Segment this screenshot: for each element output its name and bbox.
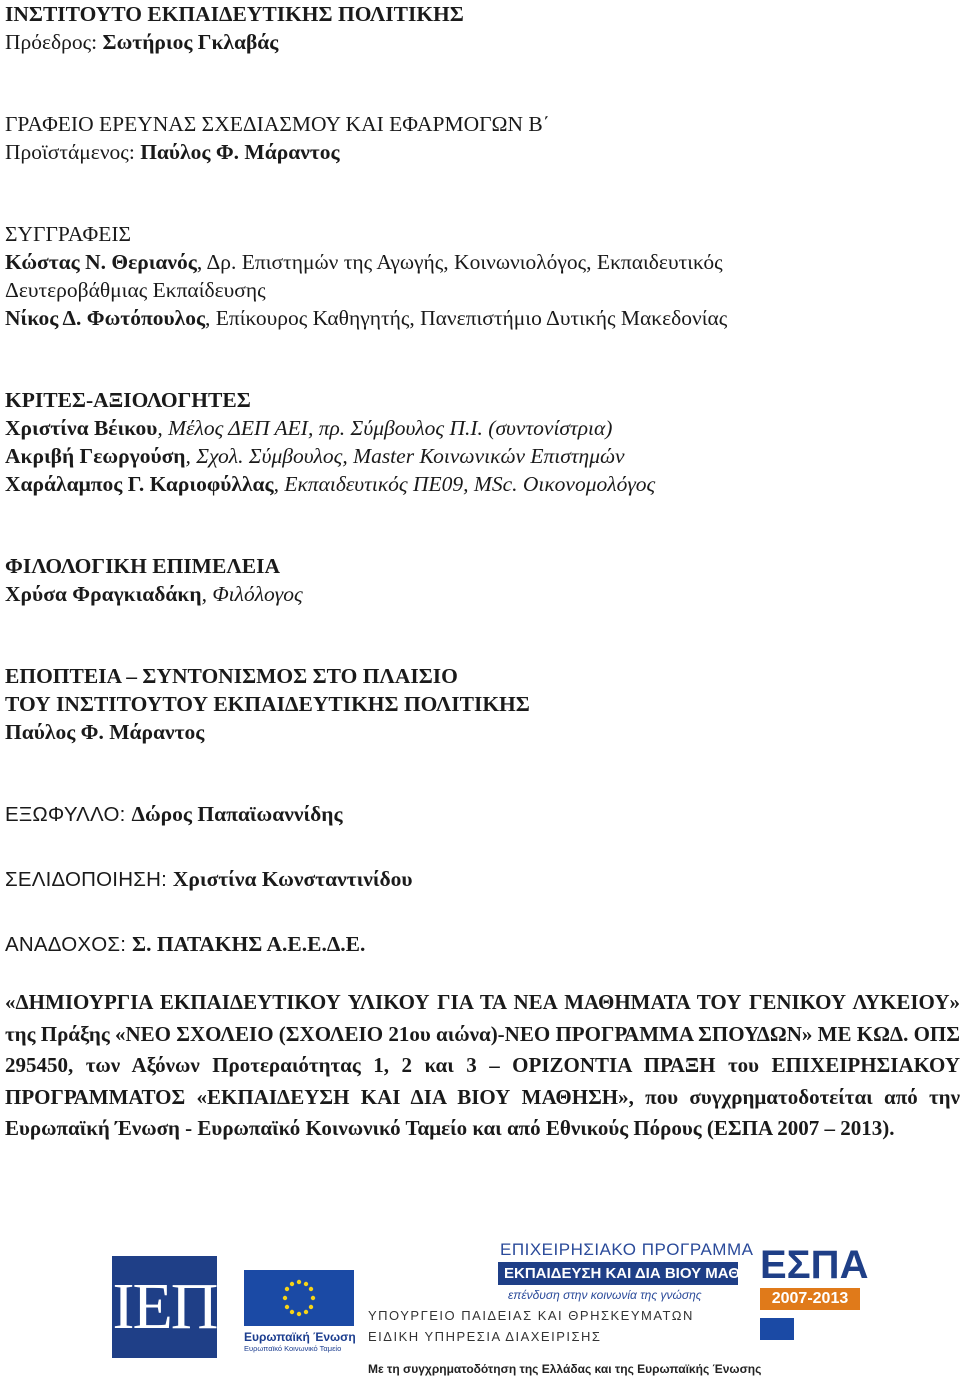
iep-logo-text: ΙΕΠ [112,1270,217,1343]
institute-president [5,28,957,56]
eu-stars-icon [244,1270,354,1326]
office-name: ΓΡΑΦΕΙΟ ΕΡΕΥΝΑΣ ΣΧΕΔΙΑΣΜΟΥ ΚΑΙ ΕΦΑΡΜΟΓΩΝ Β΄ [5,112,550,136]
reviewer-3-role: , Εκπαιδευτικός ΠΕ09, MSc. Οικονομολόγος [273,472,656,496]
contractor-name: Σ. ΠΑΤΑΚΗΣ Α.Ε.Ε.Δ.Ε. [132,932,366,956]
ep-tagline: επένδυση στην κοινωνία της γνώσης [508,1288,702,1302]
author-1-role-cont: Δευτεροβάθμιας Εκπαίδευσης [5,278,266,302]
espa-years: 2007-2013 [760,1288,860,1310]
eu-flag-icon [244,1270,354,1326]
supervisor-name: Παύλος Φ. Μάραντος [5,720,205,744]
reviewer-3 [5,470,957,498]
eu-fund: Ευρωπαϊκό Κοινωνικό Ταμείο [244,1344,342,1353]
layout-credit [5,865,957,894]
author-1-role: , Δρ. Επιστημών της Αγωγής, Κοινωνιολόγος, Εκπαιδευτικός [196,250,723,274]
head-name: Παύλος Φ. Μάραντος [140,140,340,164]
espa-word: ΕΣΠΑ [760,1243,869,1287]
contractor-credit [5,930,957,959]
author-1 [5,248,957,276]
layout-name: Χριστίνα Κωνσταντινίδου [172,867,413,891]
editor [5,580,957,608]
sponsor-logos [0,1238,960,1380]
reviewer-3-name: Χαράλαμπος Γ. Καριοφύλλας [5,472,274,496]
office-head [5,138,957,166]
iep-logo [112,1256,217,1358]
eu-logo [244,1270,356,1353]
cover-credit [5,800,957,829]
espa-eu-flag-icon [760,1318,794,1340]
reviewer-2-name: Ακριβή Γεωργούση [5,444,186,468]
reviewer-2 [5,442,957,470]
layout-label: ΣΕΛΙΔΟΠΟΙΗΣΗ: [5,868,173,891]
editor-role: , Φιλόλογος [201,582,303,606]
head-label: Προϊστάμενος: [5,140,141,164]
supervision-heading-1: ΕΠΟΠΤΕΙΑ – ΣΥΝΤΟΝΙΣΜΟΣ ΣΤΟ ΠΛΑΙΣΙΟ [5,664,458,688]
reviewers-heading: ΚΡΙΤΕΣ-ΑΞΙΟΛΟΓΗΤΕΣ [5,388,251,412]
project-description: «ΔΗΜΙΟΥΡΓΙΑ ΕΚΠΑΙΔΕΥΤΙΚΟΥ ΥΛΙΚΟΥ ΓΙΑ ΤΑ ΝΕΑ ΜΑΘΗΜΑΤΑ ΤΟΥ ΓΕΝΙΚΟΥ ΛΥΚΕΙΟΥ» της Πράξης «ΝΕΟ ΣΧΟΛΕΙΟ (ΣΧΟΛΕΙΟ 21ου αιώνα)-ΝΕΟ ΠΡΟΓΡΑΜΜΑ ΣΠΟΥΔΩΝ» ΜΕ ΚΩΔ. ΟΠΣ 295450, των Αξόνων Προτεραιότητας 1, 2 και 3 – ΟΡΙΖΟΝΤΙΑ ΠΡΑΞΗ του ΕΠΙΧΕΙΡΗΣΙΑΚΟΥ ΠΡΟΓΡΑΜΜΑΤΟΣ «ΕΚΠΑΙΔΕΥΣΗ ΚΑΙ ΔΙΑ ΒΙΟΥ ΜΑΘΗΣΗ», που συγχρηματοδοτείται από την Ευρωπαϊκή Ένωση - Ευρωπαϊκό Κοινωνικό Ταμείο και από Εθνικούς Πόρους (ΕΣΠΑ 2007 – 2013). [5,990,960,1140]
supervision-heading-2: ΤΟΥ ΙΝΣΤΙΤΟΥΤΟΥ ΕΚΠΑΙΔΕΥΤΙΚΗΣ ΠΟΛΙΤΙΚΗΣ [5,692,530,716]
ep-title: ΕΠΙΧΕΙΡΗΣΙΑΚΟ ΠΡΟΓΡΑΜΜΑ [500,1240,754,1259]
president-label: Πρόεδρος: [5,30,103,54]
ep-ministry: ΥΠΟΥΡΓΕΙΟ ΠΑΙΔΕΙΑΣ ΚΑΙ ΘΡΗΣΚΕΥΜΑΤΩΝ [368,1308,694,1323]
credits-page [5,0,960,1145]
reviewer-2-role: , Σχολ. Σύμβουλος, Master Κοινωνικών Επιστημών [185,444,625,468]
cover-name: Δώρος Παπαϊωαννίδης [131,802,343,826]
reviewer-1 [5,414,957,442]
authors-heading: ΣΥΓΓΡΑΦΕΙΣ [5,222,132,246]
author-1-name: Κώστας Ν. Θεριανός [5,250,197,274]
ep-service: ΕΙΔΙΚΗ ΥΠΗΡΕΣΙΑ ΔΙΑΧΕΙΡΙΣΗΣ [368,1329,602,1344]
editing-heading: ΦΙΛΟΛΟΓΙΚΗ ΕΠΙΜΕΛΕΙΑ [5,554,280,578]
editor-name: Χρύσα Φραγκιαδάκη [5,582,202,606]
reviewer-1-name: Χριστίνα Βέικου [5,416,158,440]
cover-label: ΕΞΩΦΥΛΛΟ: [5,803,132,826]
contractor-label: ΑΝΑΔΟΧΟΣ: [5,933,133,956]
reviewer-1-role: , Μέλος ΔΕΠ ΑΕΙ, πρ. Σύμβουλος Π.Ι. (συντονίστρια) [157,416,613,440]
ep-cofund: Με τη συγχρηματοδότηση της Ελλάδας και της Ευρωπαϊκής Ένωσης [368,1362,762,1376]
institute-name: ΙΝΣΤΙΤΟΥΤΟ ΕΚΠΑΙΔΕΥΤΙΚΗΣ ΠΟΛΙΤΙΚΗΣ [5,2,464,26]
president-name: Σωτήριος Γκλαβάς [102,30,279,54]
espa-logo [760,1243,869,1354]
author-2-name: Νίκος Δ. Φωτόπουλος [5,306,206,330]
author-2 [5,304,957,332]
eu-name: Ευρωπαϊκή Ένωση [244,1330,356,1344]
ep-band: ΕΚΠΑΙΔΕΥΣΗ ΚΑΙ ΔΙΑ ΒΙΟΥ ΜΑΘΗΣΗ [498,1262,738,1285]
author-2-role: , Επίκουρος Καθηγητής, Πανεπιστήμιο Δυτικής Μακεδονίας [205,306,728,330]
ep-logo [368,1238,771,1380]
